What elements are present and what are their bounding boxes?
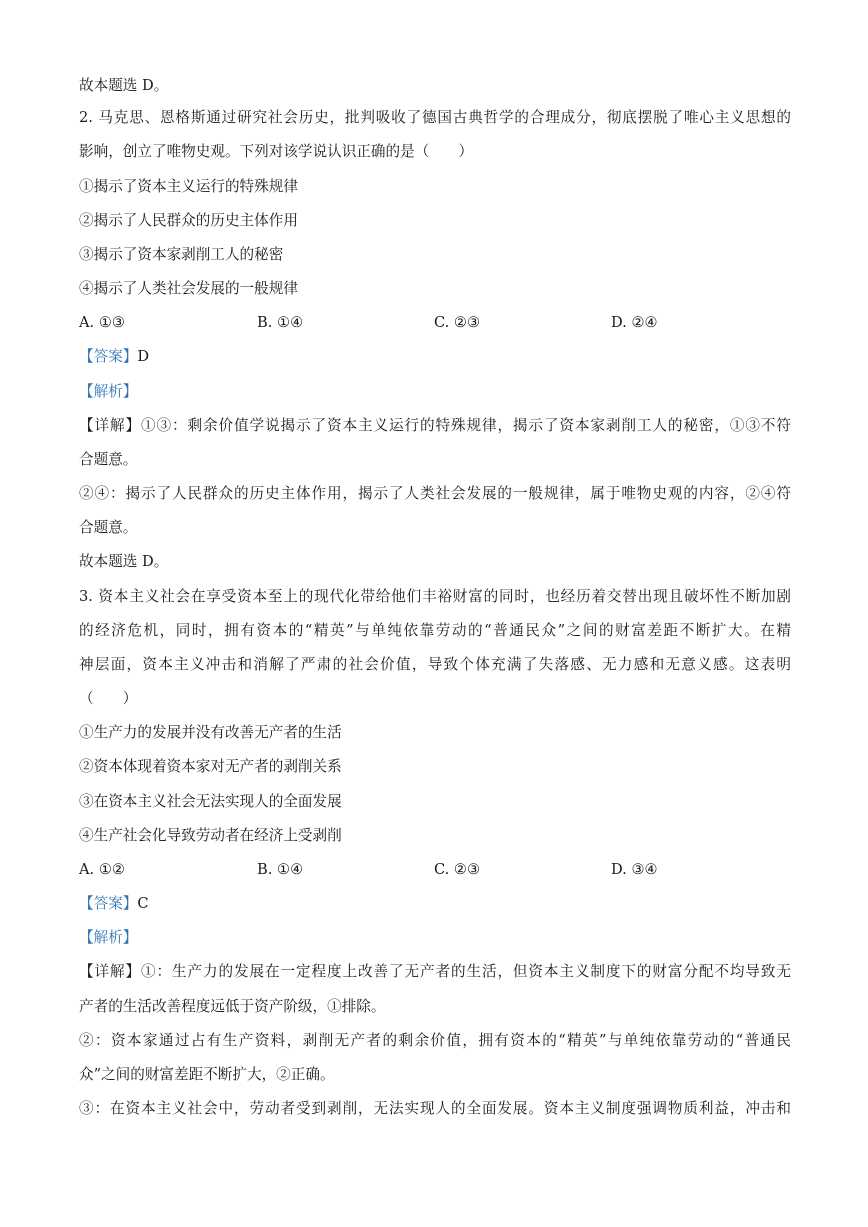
q3-stem-line-4: （ ） [79,690,138,707]
answer-value: C [137,895,149,912]
q2-stem-line-1: 2. 马克思、恩格斯通过研究社会历史，批判吸收了德国古典哲学的合理成分，彻底摆脱了唯心主义思想的 [79,109,791,126]
analysis-tag: 【解析】 [79,383,138,400]
q2-detail-line-1 [79,416,791,436]
q3-detail-line-4: 众”之间的财富差距不断扩大，②正确。 [79,1066,335,1083]
analysis-tag: 【解析】 [79,929,138,946]
q3-options [79,860,791,880]
answer-tag: 【答案】 [79,895,138,912]
q2-option-b: B. ①④ [257,314,304,331]
detail-text: ①：生产力的发展在一定程度上改善了无产者的生活，但资本主义制度下的财富分配不均导致无 [141,963,791,980]
q2-detail-line-4: 合题意。 [79,519,138,536]
q2-options [79,313,791,333]
q1-conclusion: 故本题选 D。 [79,77,169,94]
q2-option-d: D. ②④ [611,314,658,331]
answer-value: D [137,348,150,365]
q3-statement-1: ①生产力的发展并没有改善无产者的生活 [79,724,342,741]
q3-answer [79,894,791,914]
q3-detail-line-1 [79,962,791,982]
q2-statement-1: ①揭示了资本主义运行的特殊规律 [79,178,298,195]
q3-stem-line-1: 3. 资本主义社会在享受资本至上的现代化带给他们丰裕财富的同时，也经历着交替出现且破坏性不断加剧 [79,588,791,605]
q3-option-b: B. ①④ [257,861,304,878]
q2-detail-line-3: ②④：揭示了人民群众的历史主体作用，揭示了人类社会发展的一般规律，属于唯物史观的内容，②④符 [79,485,791,502]
q3-option-c: C. ②③ [434,861,481,878]
q3-statement-3: ③在资本主义社会无法实现人的全面发展 [79,793,342,810]
detail-tag: 【详解】 [79,417,141,434]
q2-answer [79,347,791,367]
q3-detail-line-3: ②：资本家通过占有生产资料，剥削无产者的剩余价值，拥有资本的“精英”与单纯依靠劳动的“普通民 [79,1032,791,1049]
q3-statement-2: ②资本体现着资本家对无产者的剥削关系 [79,758,342,775]
detail-tag: 【详解】 [79,963,141,980]
q2-option-a: A. ①③ [79,314,125,331]
q3-option-a: A. ①② [79,861,125,878]
q2-statement-4: ④揭示了人类社会发展的一般规律 [79,280,298,297]
q2-analysis-heading [79,382,791,402]
q3-detail-line-5: ③：在资本主义社会中，劳动者受到剥削，无法实现人的全面发展。资本主义制度强调物质利益，冲击和 [79,1100,791,1117]
detail-text: ①③：剩余价值学说揭示了资本主义运行的特殊规律，揭示了资本家剥削工人的秘密，①③不符 [141,417,791,434]
q3-analysis-heading [79,928,791,948]
q2-stem-line-2: 影响，创立了唯物史观。下列对该学说认识正确的是（ ） [79,143,474,160]
q3-stem-line-2: 的经济危机，同时，拥有资本的“精英”与单纯依靠劳动的“普通民众”之间的财富差距不断扩大。在精 [79,622,791,639]
q3-stem-line-3: 神层面，资本主义冲击和消解了严肃的社会价值，导致个体充满了失落感、无力感和无意义感。这表明 [79,656,791,673]
q2-option-c: C. ②③ [434,314,481,331]
answer-tag: 【答案】 [79,348,138,365]
q2-conclusion: 故本题选 D。 [79,553,169,570]
q3-detail-line-2: 产者的生活改善程度远低于资产阶级，①排除。 [79,998,386,1015]
q2-detail-line-2: 合题意。 [79,451,138,468]
q3-statement-4: ④生产社会化导致劳动者在经济上受剥削 [79,827,342,844]
q2-statement-3: ③揭示了资本家剥削工人的秘密 [79,246,284,263]
q3-option-d: D. ③④ [611,861,658,878]
q2-statement-2: ②揭示了人民群众的历史主体作用 [79,212,298,229]
